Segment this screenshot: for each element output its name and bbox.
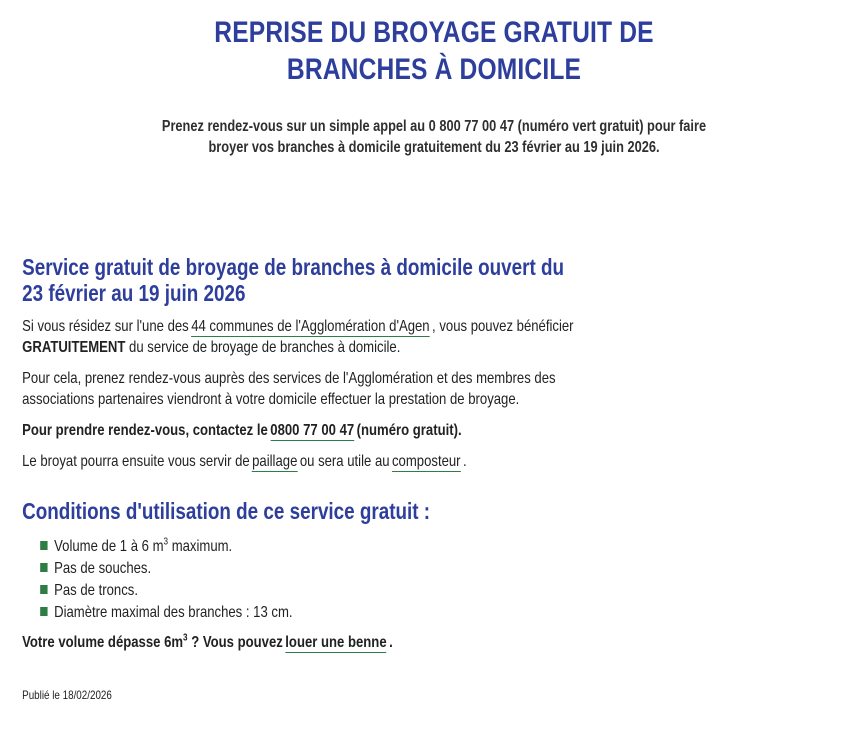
article-header <box>36 0 832 158</box>
paillage-link[interactable]: paillage <box>252 453 298 470</box>
text-run: Si vous résidez sur l'une des <box>22 318 189 335</box>
composteur-link[interactable]: composteur <box>391 453 461 470</box>
text-run: . <box>389 634 393 651</box>
communes-link[interactable]: 44 communes de l'Agglomération d'Agen <box>191 318 430 335</box>
superscript: 3 <box>163 536 169 548</box>
page-title: REPRISE DU BROYAGE GRATUIT DE BRANCHES À DOMICILE <box>214 16 654 86</box>
list-item-text <box>54 582 138 599</box>
text-run: Pas de troncs. <box>54 582 138 599</box>
square-bullet-icon <box>40 541 47 550</box>
square-bullet-icon <box>40 607 47 616</box>
text-run: GRATUITEMENT <box>22 339 126 356</box>
text-run: Pour prendre rendez-vous, contactez le <box>22 422 268 439</box>
published-date: Publié le 18/02/2026 <box>22 688 112 702</box>
text-run: Pour cela, prenez rendez-vous auprès des services de l'Agglomération et des membres des associations partenaires viendront à votre domicile effectuer la prestation de broyage. <box>22 370 556 408</box>
text-run: ? Vous pouvez <box>187 634 283 651</box>
conditions-list <box>22 536 574 624</box>
text-run: Volume de 1 à 6 m <box>54 538 164 555</box>
text-run: ou sera utile au <box>299 453 390 470</box>
phone-link[interactable]: 0800 77 00 47 <box>270 422 355 439</box>
text-run: Le broyat pourra ensuite vous servir de <box>22 453 250 470</box>
paragraph-overflow-note <box>22 632 574 653</box>
text-run: maximum. <box>168 538 233 555</box>
text-run: Pas de souches. <box>54 560 152 577</box>
list-item-text <box>54 560 151 577</box>
service-section <box>22 254 574 472</box>
list-item-text <box>54 538 232 555</box>
paragraph-contact <box>22 420 574 441</box>
list-item <box>40 558 574 580</box>
square-bullet-icon <box>40 563 47 572</box>
superscript: 3 <box>183 632 188 644</box>
conditions-section <box>22 498 574 653</box>
text-run: Votre volume dépasse 6m <box>22 634 184 651</box>
conditions-heading: Conditions d'utilisation de ce service gratuit : <box>22 498 431 524</box>
benne-link[interactable]: louer une benne <box>285 634 387 651</box>
square-bullet-icon <box>40 585 47 594</box>
text-run: (numéro gratuit). <box>356 422 462 439</box>
text-run: du service de broyage de branches à domicile. <box>125 339 401 356</box>
intro-text: Prenez rendez-vous sur un simple appel au 0 800 77 00 47 (numéro vert gratuit) pour faire broyer vos branches à domicile gratuitement du 23 février au 19 juin 2026. <box>161 118 707 156</box>
text-run: . <box>463 453 467 470</box>
list-item <box>40 602 574 624</box>
paragraph-appointment <box>22 368 574 410</box>
service-heading: Service gratuit de broyage de branches à domicile ouvert du 23 février au 19 juin 2026 <box>22 254 565 306</box>
list-item-text <box>54 604 292 621</box>
list-item <box>40 536 574 558</box>
text-run: Diamètre maximal des branches : 13 cm. <box>54 604 293 621</box>
list-item <box>40 580 574 602</box>
article-body <box>0 254 574 703</box>
paragraph-usage <box>22 451 574 472</box>
paragraph-residency <box>22 316 574 358</box>
text-run: , vous pouvez bénéficier <box>432 318 574 335</box>
